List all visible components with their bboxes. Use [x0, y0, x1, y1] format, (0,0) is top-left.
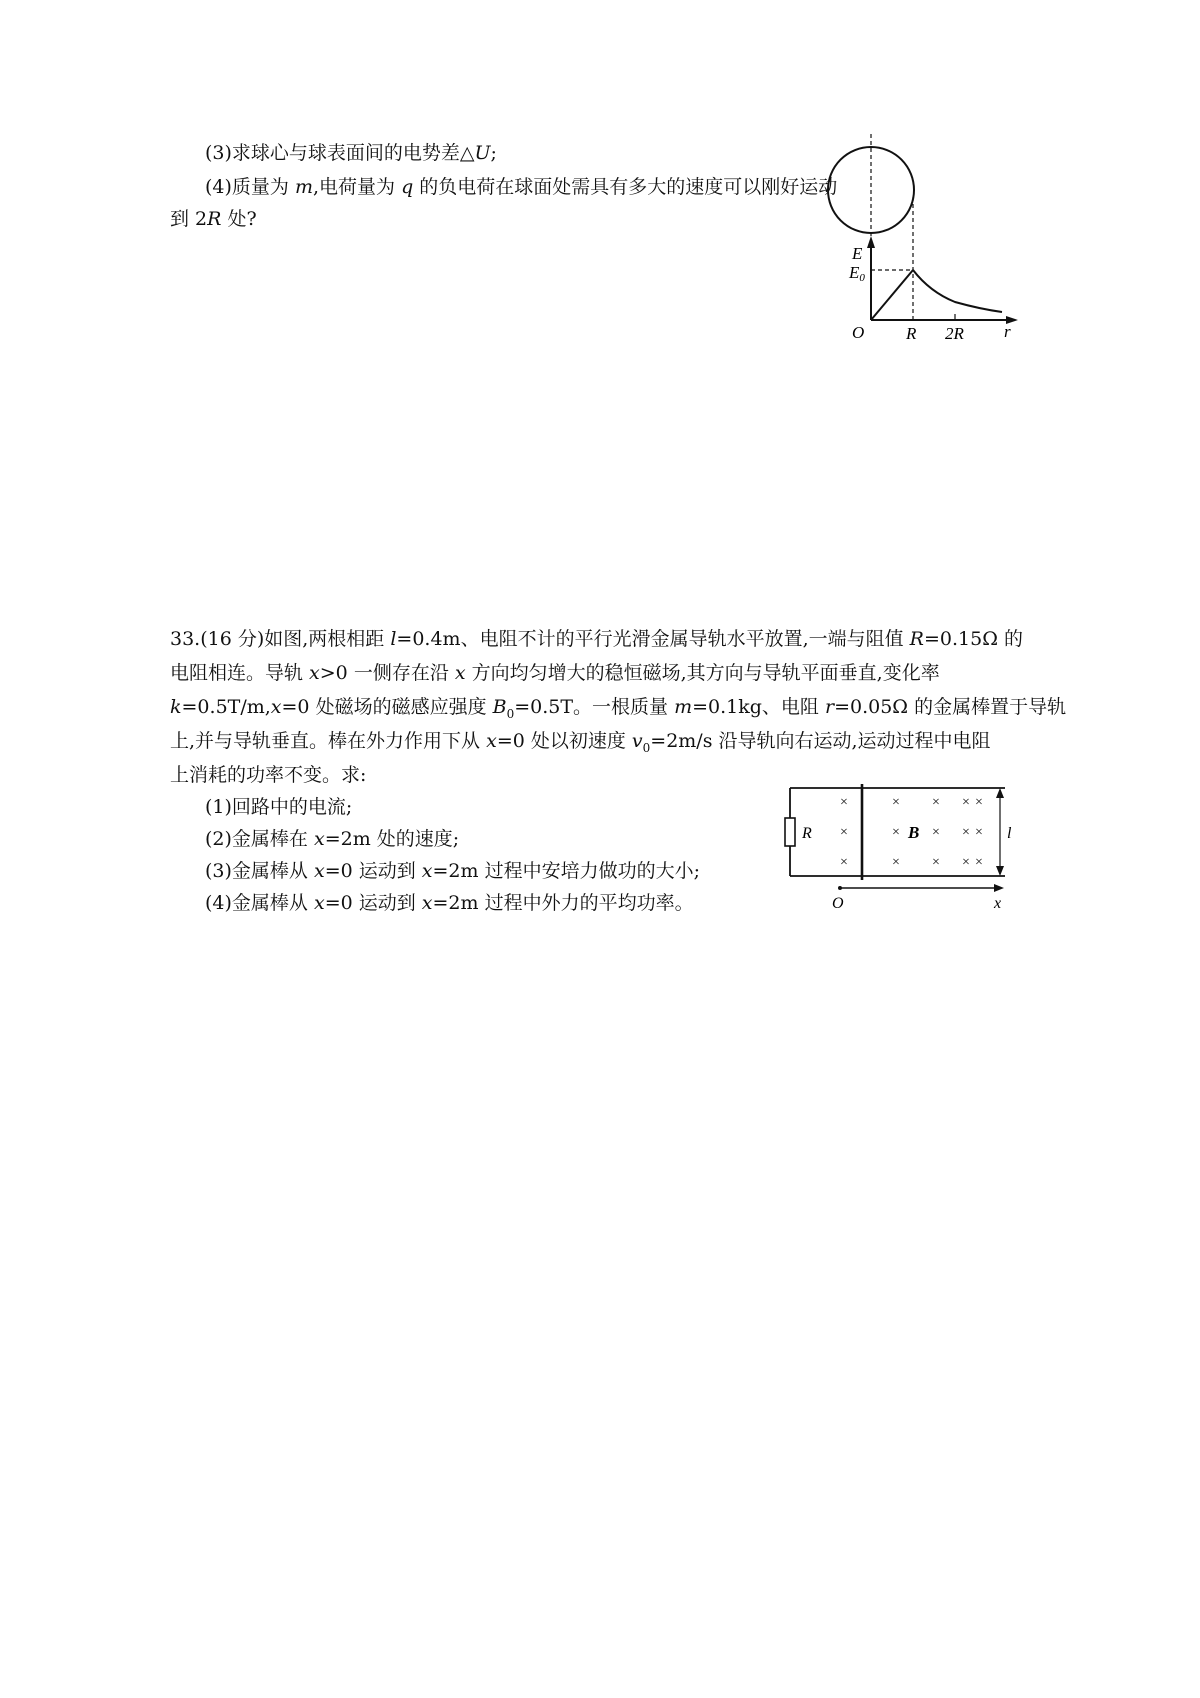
q32-part4-line2: 到 2R 处?	[170, 208, 257, 230]
field-cross: ×	[892, 795, 900, 810]
field-cross: ×	[932, 795, 940, 810]
width-label: l	[1007, 825, 1012, 842]
q33-stem-line4: 上,并与导轨垂直。棒在外力作用下从 x=0 处以初速度 $v_0=2m/s$ 沿导轨向右运动,运动过程中电阻	[170, 730, 991, 755]
e-axis-arrow	[867, 236, 875, 248]
field-cross: ×	[962, 825, 970, 840]
resistor-label: R	[802, 825, 812, 842]
r-axis-label: r	[1004, 322, 1011, 341]
e0-label: E0	[849, 263, 865, 284]
q33-part2: (2)金属棒在 x=2m 处的速度;	[205, 828, 460, 850]
field-label: B	[908, 823, 920, 842]
rail-field-figure	[780, 778, 1020, 918]
field-cross: ×	[975, 795, 983, 810]
field-cross: ×	[962, 795, 970, 810]
tick-r-label: R	[906, 324, 917, 343]
sphere-field-figure	[820, 132, 1035, 347]
q33-stem-line1: 33.(16 分)如图,两根相距 l=0.4m、电阻不计的平行光滑金属导轨水平放置,一端与阻值 R=0.15Ω 的	[170, 628, 1023, 650]
x-axis-label: x	[994, 895, 1002, 912]
q32-part4-line1: (4)质量为 m,电荷量为 q 的负电荷在球面处需具有多大的速度可以刚好运动	[205, 176, 838, 198]
field-outside-curve	[913, 270, 1002, 312]
width-arrow-down	[996, 866, 1004, 876]
field-cross: ×	[840, 795, 848, 810]
field-inside-line	[871, 270, 913, 320]
q33-stem-line2: 电阻相连。导轨 x>0 一侧存在沿 x 方向均匀增大的稳恒磁场,其方向与导轨平面垂直,变化率	[170, 662, 940, 684]
x-axis-arrow	[994, 884, 1004, 892]
origin-dot	[838, 886, 842, 890]
q33-part1: (1)回路中的电流;	[205, 796, 353, 818]
field-cross: ×	[962, 855, 970, 870]
field-cross: ×	[840, 825, 848, 840]
origin-label: O	[832, 895, 844, 912]
q33-part4: (4)金属棒从 x=0 运动到 x=2m 过程中外力的平均功率。	[205, 892, 694, 914]
field-cross: ×	[975, 855, 983, 870]
field-cross: ×	[932, 825, 940, 840]
field-cross: ×	[892, 825, 900, 840]
tick-2r-label: 2R	[945, 324, 964, 343]
field-cross: ×	[840, 855, 848, 870]
q32-part3: (3)求球心与球表面间的电势差△U;	[205, 142, 497, 164]
field-cross: ×	[975, 825, 983, 840]
q33-part3: (3)金属棒从 x=0 运动到 x=2m 过程中安培力做功的大小;	[205, 860, 700, 882]
origin-label: O	[852, 323, 865, 342]
field-cross: ×	[932, 855, 940, 870]
width-arrow-up	[996, 788, 1004, 798]
q33-stem-line3: k=0.5T/m,x=0 处磁场的磁感应强度 $B_0=0.5T$。一根质量 m=0.1kg、电阻 r=0.05Ω 的金属棒置于导轨	[170, 696, 1067, 721]
e-axis-label: E	[852, 244, 863, 263]
resistor	[785, 818, 795, 846]
q33-stem-line5: 上消耗的功率不变。求:	[170, 764, 367, 786]
field-cross: ×	[892, 855, 900, 870]
